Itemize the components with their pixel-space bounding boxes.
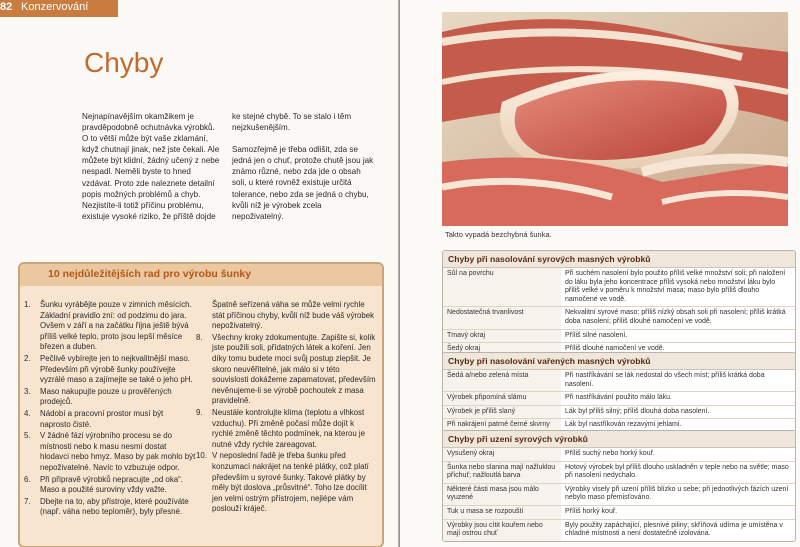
table-cooked-salting xyxy=(442,352,796,433)
ham-illustration xyxy=(442,12,788,226)
section-title: Konzervování xyxy=(21,1,89,13)
table-raw-salting xyxy=(442,250,796,357)
table-row xyxy=(443,462,795,484)
cause-cell: Příliš suchý nebo horký kouř. xyxy=(565,450,655,457)
table-title: Chyby při uzení syrových výrobků xyxy=(443,431,795,448)
table-row xyxy=(443,448,795,462)
tip-text: Dbejte na to, aby přístroje, které používáte (např. váha nebo teploměr), byly přesné. xyxy=(40,496,189,517)
tips-title: 10 nejdůležitějších rad pro výrobu šunky xyxy=(48,268,252,280)
table-row xyxy=(443,307,795,329)
cause-cell: Nekvalitní syrové maso; příliš nízký obsah soli při nasolení; příliš krátká doba nasolení; příliš dlouhé namočení ve vodě. xyxy=(565,309,786,325)
tip-item xyxy=(24,475,196,496)
tip-number: 7. xyxy=(24,496,31,506)
defect-cell: Nedostatečná trvanlivost xyxy=(443,307,561,328)
defect-cell: Sůl na povrchu xyxy=(443,268,561,306)
cause-cell: Při nastříkávání použito málo láku. xyxy=(565,394,672,402)
table-row xyxy=(443,506,795,520)
tip-text: V žádné fázi výrobního procesu se do místnosti nebo k masu nesmí dostat hlodavci nebo hmyz. Maso by pak mohlo být nepoživatelné. Navíc to vzbuzuje odpor. xyxy=(40,431,196,472)
tips-list-col2 xyxy=(196,300,376,516)
tip-item xyxy=(196,333,376,407)
tip-number: 10. xyxy=(196,451,207,461)
tip-item xyxy=(196,408,376,450)
table-row xyxy=(443,392,795,406)
cause-cell: Příliš horký kouř. xyxy=(565,507,618,515)
tip-text: Všechny kroky zdokumentujte. Zapište si, kolik jste použili soli, přídatných látek a koření. Jen díky tomu budete moci svůj postup zlepšit. Je skoro neuvěřitelné, jak málo si v této souvislosti dokážeme zapamatovat, především nevěnujeme-li se výrobě pochoutek z masa pravidelně. xyxy=(212,332,376,406)
tip-item xyxy=(24,497,196,518)
tips-box xyxy=(18,262,384,547)
tip-text: Při přípravě výrobků nepracujte „od oka“. Maso a použité suroviny vždy važte. xyxy=(40,474,183,495)
intro-paragraph: ke stejné chybě. To se stalo i těm nejzkušenějším. xyxy=(232,112,352,133)
cause-cell: Hotový výrobek byl příliš dlouho uskladněn v teple nebo na světle; maso při nasolení nedychalo. xyxy=(565,463,789,480)
defect-cell: Některé části masa jsou málo vyuzené xyxy=(443,484,561,505)
tip-number: 1. xyxy=(24,300,31,309)
tip-item xyxy=(24,409,196,430)
intro-paragraph: Samozřejmě je třeba odlišit, zda se jedná jen o chuť, protože chutě jsou jak známo různé, nebo zda jde o obsah soli, u které rovněž existuje určitá tolerance, nebo zda se jedná o chybu, kvůli níž je výrobek zcela nepoživatelný. xyxy=(232,145,374,221)
tip-number: 6. xyxy=(24,474,31,484)
table-row xyxy=(443,330,795,344)
table-row xyxy=(443,406,795,420)
defect-cell: Při nakrájení patrné černé skvrny xyxy=(443,419,561,432)
cause-cell: Při nastříkávání se lák nedostal do všech míst; příliš krátká doba nasolení. xyxy=(565,372,765,388)
tip-text: Šunku vyrábějte pouze v zimních měsících. Základní pravidlo zní: od podzimu do jara. Ovšem v září a na začátku října ještě bývá příliš velké teplo, proto jsou lepší měsíce březen a duben. xyxy=(40,300,192,352)
cause-cell: Příliš silné nasolení. xyxy=(565,331,628,339)
tip-number: 9. xyxy=(196,407,203,417)
tip-number: 3. xyxy=(24,386,31,396)
cause-cell: Výrobky visely při uzení příliš blízko u sebe; při jednotlivých fázích uzení nebylo maso přemisťováno. xyxy=(565,485,789,502)
tip-item xyxy=(24,300,196,353)
cause-cell: Při suchém nasolení bylo použito příliš velké množství soli; při naložení do láku byla jeho koncentrace příliš vysoká nebo množství láku bylo příliš velké v poměru k množství masa; maso bylo příliš dlouho namočené ve vodě. xyxy=(565,270,786,303)
tip-text: Pečlivě vybírejte jen to nejkvalitnější maso. Především při výrobě šunky používejte vyzrálé maso a zajímejte se také o jeho pH. xyxy=(40,353,193,385)
cause-cell: Lák byl příliš silný; příliš dlouhá doba nasolení. xyxy=(565,407,710,415)
tip-item xyxy=(196,451,376,515)
tip-item xyxy=(24,387,196,408)
tip-number: 5. xyxy=(24,431,31,441)
tip-number: 8. xyxy=(196,332,203,342)
ham-photo xyxy=(442,12,788,226)
defect-cell: Výrobky jsou cítit kouřem nebo mají ostrou chuť xyxy=(443,520,561,541)
cause-cell: Příliš dlouhé namočení ve vodě. xyxy=(565,345,665,353)
tip-text: Nádobí a pracovní prostor musí být naprosto čisté. xyxy=(40,408,164,429)
tip-continuation xyxy=(196,300,376,332)
tip-text: Špatně seřízená váha se může velmi rychle stát příčinou chyby, kvůli níž bude váš výrobek nepoživatelný. xyxy=(212,300,375,331)
defect-cell: Vysušený okraj xyxy=(443,448,561,461)
tip-number: 4. xyxy=(24,408,31,418)
intro-paragraph: Nejnapínavějším okamžikem je pravděpodobně ochutnávka výrobků. O to větší může být vaše zklamání, když chutnají jinak, než jste čekali. Ale můžete být klidní, žádný učený z nebe nespadl. Neměli byste to hned vzdávat. Proto zde naleznete detailní popis možných problémů a chyb. Nezjistíte-li totiž příčinu problému, existuje vysoké riziko, že příště dojde xyxy=(82,112,220,221)
cause-cell: Byly použity zapáchající, plesnivé piliny; skříňová udírna je umístěna v chladné místnosti a není dostatečně izolována. xyxy=(565,521,783,538)
table-row xyxy=(443,484,795,506)
defect-cell: Výrobek je příliš slaný xyxy=(443,406,561,419)
defect-cell: Výrobek připomíná slámu xyxy=(443,392,561,405)
intro-column-2 xyxy=(232,111,374,233)
page-number: 82 xyxy=(0,1,13,13)
intro-column-1 xyxy=(82,111,222,233)
tip-item xyxy=(24,354,196,386)
table-row xyxy=(443,370,795,392)
defect-cell: Šunka nebo slanina mají nažluklou příchuť; nažloutlá barva xyxy=(443,462,561,483)
tip-text: V neposlední řadě je třeba šunku před konzumací nakrájet na tenké plátky, což platí především u syrové šunky. Takové plátky by měly být doslova „průsvitné“. Toho lze docílit jen velmi ostrým přístrojem, nejlépe vám poslouží kráječ. xyxy=(212,451,369,514)
tip-item xyxy=(24,431,196,473)
table-row xyxy=(443,268,795,307)
page-title: Chyby xyxy=(84,47,164,78)
defect-cell: Tuk u masa se rozpouští xyxy=(443,506,561,519)
tip-text: Neustále kontrolujte klima (teplotu a vlhkost vzduchu). Při změně počasí může dojít k rychlé změně těchto podmínek, na kterou je nutné vždy rychle zareagovat. xyxy=(212,407,366,449)
table-row xyxy=(443,520,795,541)
cause-cell: Lák byl nastříkován rezavými jehlami. xyxy=(565,421,682,429)
tip-text: Maso nakupujte pouze u prověřených prodejců. xyxy=(40,386,172,407)
table-title: Chyby při nasolování vařených masných výrobků xyxy=(443,353,795,370)
tip-number: 2. xyxy=(24,353,31,363)
table-title: Chyby při nasolování syrových masných výrobků xyxy=(443,251,795,268)
defect-cell: Šedý okraj xyxy=(443,343,561,356)
defect-cell: Šedá a/nebo zelená místa xyxy=(443,370,561,391)
tips-list-col1 xyxy=(24,300,196,519)
defect-cell: Tmavý okraj xyxy=(443,330,561,343)
photo-caption: Takto vypadá bezchybná šunka. xyxy=(445,230,552,239)
table-raw-smoking xyxy=(442,430,796,542)
